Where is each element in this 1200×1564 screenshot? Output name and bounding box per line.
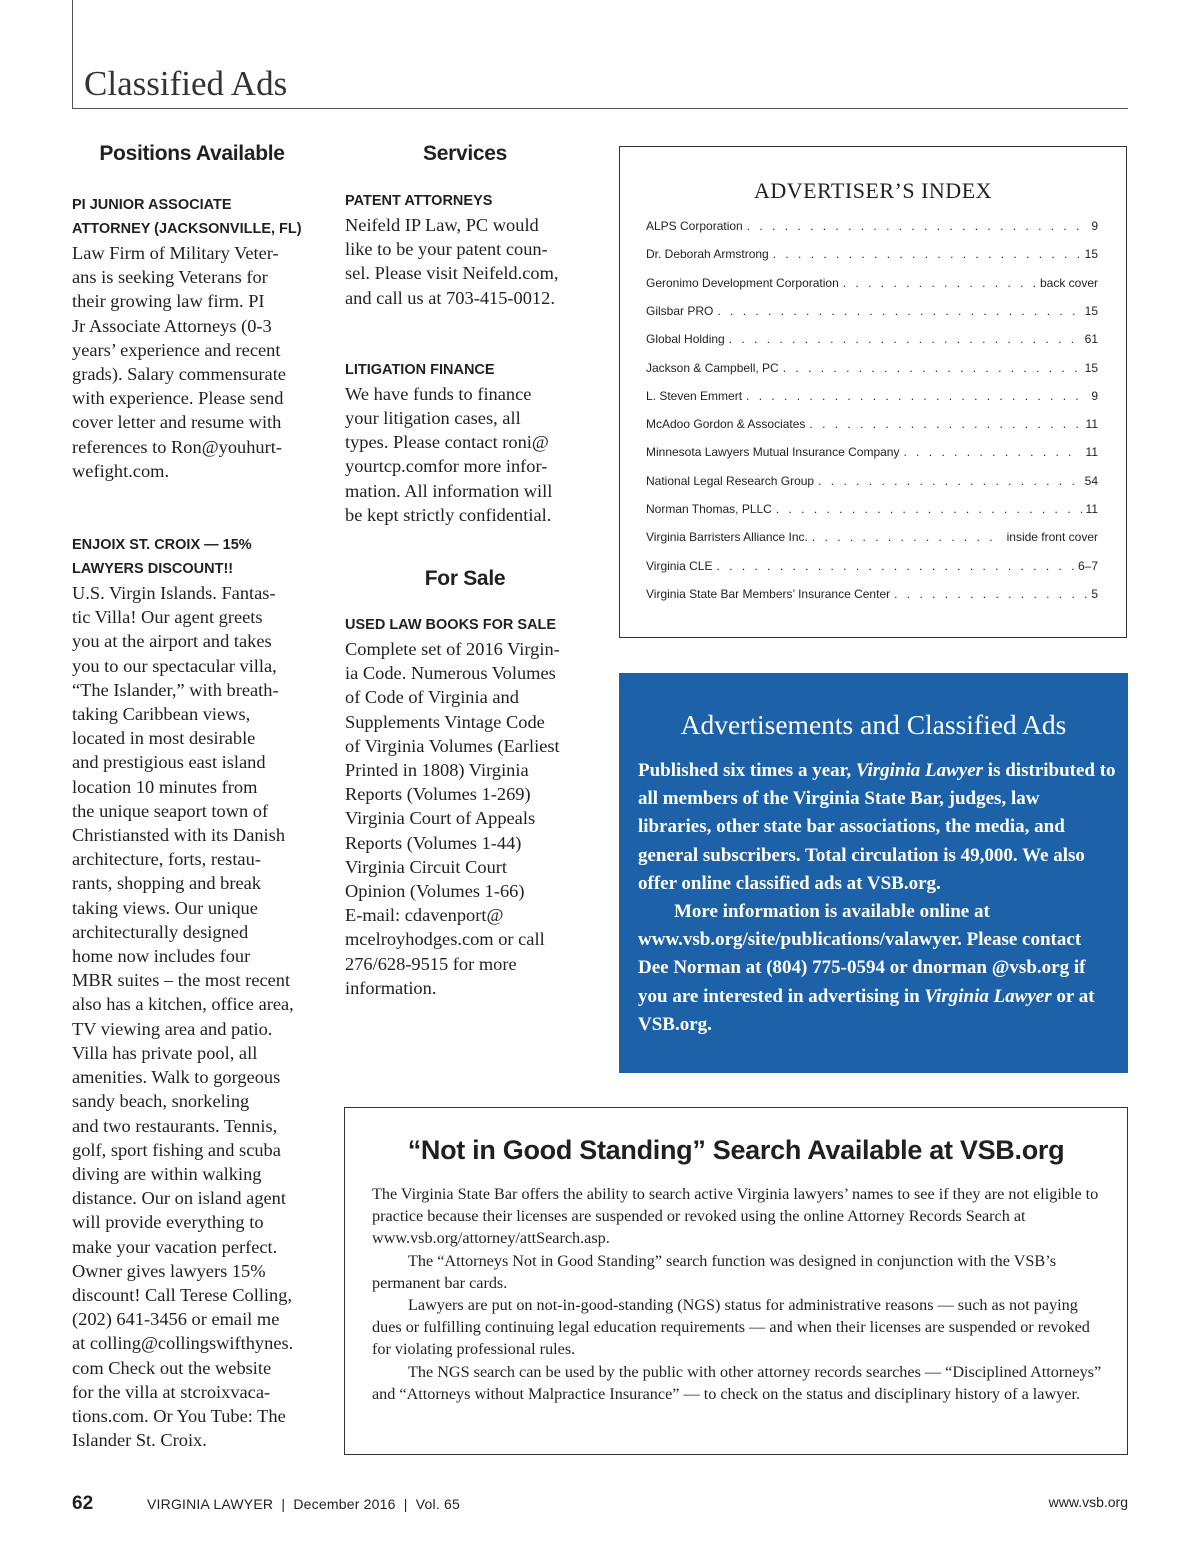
advertiser-name: Geronimo Development Corporation bbox=[646, 275, 839, 290]
dot-leader bbox=[894, 587, 1087, 601]
advertiser-page: inside front cover bbox=[1006, 530, 1098, 545]
advertiser-name: L. Steven Emmert bbox=[646, 388, 743, 403]
advertiser-page: 54 bbox=[1084, 473, 1098, 488]
services-heading: Services bbox=[422, 142, 507, 165]
advertiser-page: 5 bbox=[1091, 586, 1098, 601]
footer-page-number: 62 bbox=[72, 1493, 94, 1514]
advertising-box-title: Advertisements and Classified Ads bbox=[680, 709, 1067, 740]
dot-leader bbox=[818, 474, 1081, 488]
advertiser-name: Gilsbar PRO bbox=[646, 303, 714, 318]
ad-title: USED LAW BOOKS FOR SALE bbox=[345, 617, 557, 634]
advertiser-page: 6–7 bbox=[1077, 558, 1098, 573]
advertiser-index-entry bbox=[646, 417, 1098, 437]
advertising-info-box bbox=[619, 673, 1128, 1073]
advertiser-index-entry bbox=[646, 304, 1098, 324]
dot-leader bbox=[729, 332, 1081, 346]
advertiser-page: 11 bbox=[1085, 502, 1098, 516]
publication-name: Virginia Lawyer bbox=[924, 985, 1052, 1007]
advertiser-index-entry bbox=[646, 389, 1098, 409]
header-horizontal-rule bbox=[72, 108, 1128, 109]
ad-title: PATENT ATTORNEYS bbox=[345, 193, 493, 209]
ngs-box-title: “Not in Good Standing” Search Available at VSB.org bbox=[407, 1135, 1065, 1165]
advertiser-index-entry bbox=[646, 219, 1098, 239]
advertiser-index-entry bbox=[646, 559, 1098, 579]
dot-leader bbox=[776, 502, 1082, 516]
advertiser-index-entry bbox=[646, 502, 1098, 522]
advertiser-page: 61 bbox=[1084, 332, 1098, 347]
publication-name: Virginia Lawyer bbox=[855, 760, 984, 781]
advertiser-page: 9 bbox=[1091, 219, 1098, 233]
ad-patent-attorneys bbox=[345, 189, 585, 310]
footer-url[interactable]: www.vsb.org bbox=[1048, 1494, 1128, 1510]
advertiser-index-entry bbox=[646, 361, 1098, 381]
advertiser-page: 15 bbox=[1084, 360, 1098, 375]
advertiser-name: ALPS Corporation bbox=[646, 219, 743, 233]
advertising-paragraph-2 bbox=[638, 898, 1116, 1039]
advertiser-index-entry bbox=[646, 445, 1098, 465]
text-run: or at VSB.org. bbox=[638, 985, 1095, 1035]
ad-title: LITIGATION FINANCE bbox=[345, 361, 495, 378]
ngs-box-text bbox=[372, 1183, 1107, 1405]
positions-column bbox=[72, 142, 312, 1452]
advertiser-index-box bbox=[619, 146, 1127, 638]
advertiser-page: 11 bbox=[1085, 417, 1098, 432]
ad-body: Law Firm of Military Veter- ans is seeking Veterans for their growing law firm. PI Jr Associate Attorneys (0-3 years’ experience and recent grads). Salary commensurate with experience. Please send cover letter and resume with references to Ron@youhurt- wefight.com. bbox=[72, 243, 286, 481]
dot-leader bbox=[747, 219, 1088, 233]
ad-body: U.S. Virgin Islands. Fantas- tic Villa! Our agent greets you at the airport and takes you to our spectacular villa, “The Islander,” with breath- taking Caribbean views, located in most desirable and prestigious east island location 10 minutes from the unique seaport town of Christiansted with its Danish architecture, forts, restau- rants, shopping and break taking views. Our unique architecturally designed home now includes four MBR suites – the most recent also has a kitchen, office area, TV viewing area and patio. Villa has private pool, all amenities. Walk to gorgeous sandy beach, snorkeling and two restaurants. Tennis, golf, sport fishing and scuba diving are within walking distance. Our on island agent will provide everything to make your vacation perfect. Owner gives lawyers 15% discount! Call Terese Colling, (202) 641-3456 or email me at colling@collingswifthynes. com Check out the website for the villa at stcroixvaca- tions.com. Or You Tube: The Islander St. Croix. bbox=[72, 583, 294, 1451]
ad-body: Neifeld IP Law, PC would like to be your patent coun- sel. Please visit Neifeld.com, and call us at 703-415-0012. bbox=[345, 215, 559, 308]
advertiser-page: 15 bbox=[1084, 303, 1098, 318]
text-run: More information is available online at www.vsb.org/site/publications/valawyer. Please contact Dee Norman at (804) 775-0594 or dnorman @vsb.org if you are interested in advertising in bbox=[638, 901, 1086, 1007]
advertiser-name: Norman Thomas, PLLC bbox=[646, 502, 772, 516]
dot-leader bbox=[903, 445, 1081, 459]
advertiser-name: Jackson & Campbell, PC bbox=[646, 360, 779, 375]
page-title: Classified Ads bbox=[84, 64, 288, 103]
advertiser-index-entry bbox=[646, 276, 1098, 296]
advertiser-name: Virginia Barristers Alliance Inc. bbox=[646, 530, 808, 545]
ad-used-law-books bbox=[345, 613, 585, 1000]
ngs-paragraph: The Virginia State Bar offers the ability to search active Virginia lawyers’ names to see if they are not eligible to practice because their licenses are suspended or revoked using the online Attorney Records Search at www.vsb.org/attorney/attSearch.asp. bbox=[372, 1185, 1099, 1248]
advertiser-name: National Legal Research Group bbox=[646, 473, 815, 488]
advertiser-page: 9 bbox=[1091, 388, 1098, 403]
text-run: is distributed to all members of the Virginia State Bar, judges, law libraries, other state bar associations, the media, and general subscribers. Total circulation is 49,000. We also offer online classified ads at VSB.org. bbox=[638, 760, 1116, 894]
for-sale-heading: For Sale bbox=[424, 567, 506, 591]
dot-leader bbox=[773, 247, 1081, 261]
advertiser-name: Global Holding bbox=[646, 332, 725, 347]
ngs-paragraph: Lawyers are put on not-in-good-standing (NGS) status for administrative reasons — such as not paying dues or fulfilling continuing legal education requirements — and when their licenses are suspended or revoked for violating professional rules. bbox=[372, 1296, 1090, 1359]
dot-leader bbox=[716, 559, 1073, 573]
advertiser-name: Virginia State Bar Members’ Insurance Center bbox=[646, 586, 891, 601]
advertiser-page: back cover bbox=[1039, 275, 1098, 290]
ad-body: Complete set of 2016 Virgin- ia Code. Numerous Volumes of Code of Virginia and Supplements Vintage Code of Virginia Volumes (Earliest Printed in 1808) Virginia Reports (Volumes 1-269) Virginia Court of Appeals Reports (Volumes 1-44) Virginia Circuit Court Opinion (Volumes 1-66) E-mail: cdavenport@ mcelroyhodges.com or call 276/628-9515 for more information. bbox=[345, 639, 560, 998]
dot-leader bbox=[812, 530, 1003, 544]
dot-leader bbox=[746, 389, 1087, 403]
advertiser-index-entry bbox=[646, 587, 1098, 607]
dot-leader bbox=[783, 361, 1081, 375]
ad-litigation-finance bbox=[345, 358, 585, 527]
ngs-paragraph: The “Attorneys Not in Good Standing” search function was designed in conjunction with the VSB’s permanent bar cards. bbox=[372, 1251, 1056, 1292]
advertiser-index-entry bbox=[646, 474, 1098, 494]
positions-heading: Positions Available bbox=[99, 142, 285, 165]
advertiser-name: Dr. Deborah Armstrong bbox=[646, 247, 769, 262]
text-run: Published six times a year, bbox=[638, 760, 856, 781]
advertiser-page: 15 bbox=[1084, 247, 1098, 262]
services-column bbox=[345, 142, 585, 1000]
ad-title: PI JUNIOR ASSOCIATE ATTORNEY (JACKSONVILLE, FL) bbox=[72, 197, 302, 237]
ad-body: We have funds to finance your litigation cases, all types. Please contact roni@ yourtcp.comfor more infor- mation. All information will be kept strictly confidential. bbox=[345, 383, 553, 525]
advertiser-name: Minnesota Lawyers Mutual Insurance Company bbox=[646, 445, 900, 460]
dot-leader bbox=[809, 417, 1081, 431]
dot-leader bbox=[843, 276, 1036, 290]
advertiser-index-entry bbox=[646, 530, 1098, 550]
footer-publication: VIRGINIA LAWYER | December 2016 | Vol. 65 bbox=[147, 1496, 460, 1512]
advertiser-index-entry bbox=[646, 247, 1098, 267]
ad-title: ENJOIX ST. CROIX — 15% LAWYERS DISCOUNT!! bbox=[72, 537, 252, 578]
ngs-search-box bbox=[344, 1107, 1128, 1455]
advertiser-index-title: ADVERTISER’S INDEX bbox=[753, 178, 993, 203]
advertising-paragraph-1 bbox=[638, 757, 1116, 898]
ngs-paragraph: The NGS search can be used by the public with other attorney records searches — “Disciplined Attorneys” and “Attorneys without Malpractice Insurance” — to check on the status and disciplinary history of a lawyer. bbox=[372, 1362, 1102, 1403]
advertiser-name: McAdoo Gordon & Associates bbox=[646, 417, 806, 432]
advertiser-page: 11 bbox=[1085, 445, 1098, 460]
advertiser-index-entry bbox=[646, 332, 1098, 352]
advertiser-name: Virginia CLE bbox=[646, 558, 713, 573]
ad-enjoix-st-croix bbox=[72, 533, 312, 1452]
advertising-box-text bbox=[638, 757, 1116, 1039]
ad-pi-junior-associate bbox=[72, 193, 312, 483]
dot-leader bbox=[717, 304, 1080, 318]
header-vertical-rule bbox=[72, 0, 73, 108]
